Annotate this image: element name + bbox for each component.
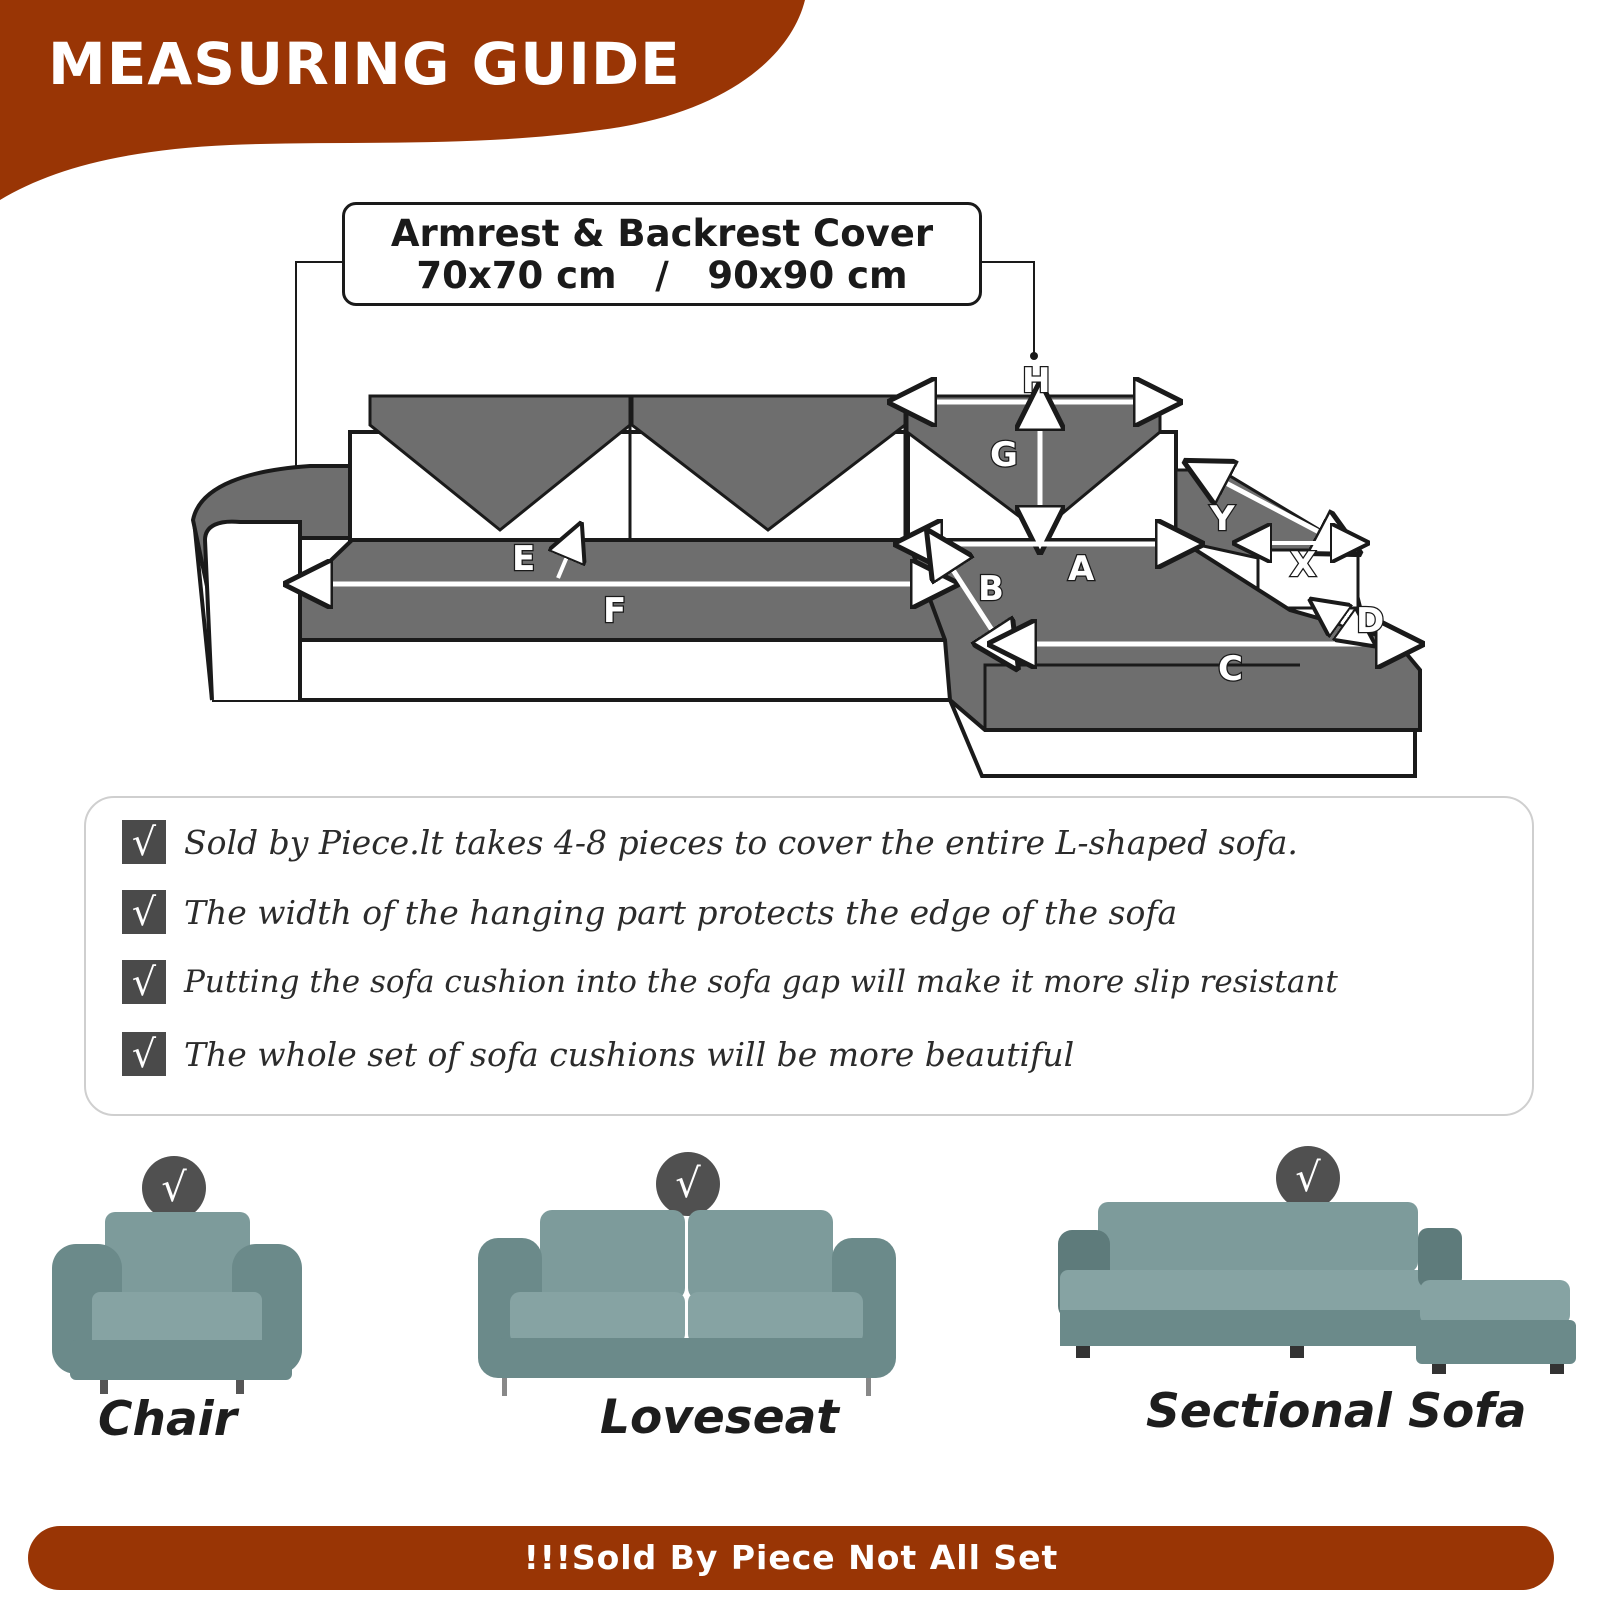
loveseat-image bbox=[478, 1210, 896, 1396]
check-badge-icon: √ bbox=[142, 1156, 206, 1220]
note-text: The whole set of sofa cushions will be more beautiful bbox=[184, 1034, 1075, 1074]
note-text: The width of the hanging part protects the edge of the sofa bbox=[184, 892, 1178, 932]
dim-label-c: C bbox=[1218, 649, 1243, 689]
footer-text: !!!Sold By Piece Not All Set bbox=[523, 1538, 1059, 1577]
spec-title: Armrest & Backrest Cover bbox=[390, 212, 934, 255]
dim-label-f: F bbox=[603, 591, 627, 631]
dim-label-d: D bbox=[1356, 601, 1385, 641]
footer-banner bbox=[28, 1526, 1554, 1590]
sectional-sofa-label: Sectional Sofa bbox=[1146, 1384, 1527, 1439]
dim-label-x: X bbox=[1290, 545, 1317, 585]
note-text: Putting the sofa cushion into the sofa gap will make it more slip resistant bbox=[184, 964, 1338, 1000]
dim-label-b: B bbox=[978, 569, 1004, 609]
notes-panel bbox=[84, 796, 1534, 1116]
chair-label: Chair bbox=[98, 1392, 237, 1447]
check-icon: √ bbox=[122, 890, 166, 934]
dim-label-a: A bbox=[1068, 549, 1095, 589]
sectional-sofa-image bbox=[1058, 1202, 1576, 1374]
note-item bbox=[122, 812, 1298, 872]
chair-image bbox=[52, 1212, 302, 1394]
sofa-types-illustration bbox=[0, 1200, 1600, 1400]
check-icon: √ bbox=[122, 1032, 166, 1076]
spec-sizes: 70x70 cm / 90x90 cm bbox=[416, 254, 908, 297]
dim-label-h: H bbox=[1022, 361, 1051, 401]
note-item bbox=[122, 882, 1177, 942]
dim-label-g: G bbox=[990, 435, 1018, 475]
dim-label-e: E bbox=[512, 539, 536, 579]
check-badge-icon: √ bbox=[1276, 1146, 1340, 1210]
note-item bbox=[122, 952, 1338, 1012]
check-icon: √ bbox=[122, 820, 166, 864]
page-title: MEASURING GUIDE bbox=[48, 30, 681, 98]
note-text: Sold by Piece.lt takes 4-8 pieces to cover the entire L-shaped sofa. bbox=[184, 822, 1298, 862]
note-item bbox=[122, 1024, 1074, 1084]
loveseat-label: Loveseat bbox=[600, 1390, 839, 1445]
check-badge-icon: √ bbox=[656, 1152, 720, 1216]
dim-label-y: Y bbox=[1210, 499, 1235, 539]
check-icon: √ bbox=[122, 960, 166, 1004]
